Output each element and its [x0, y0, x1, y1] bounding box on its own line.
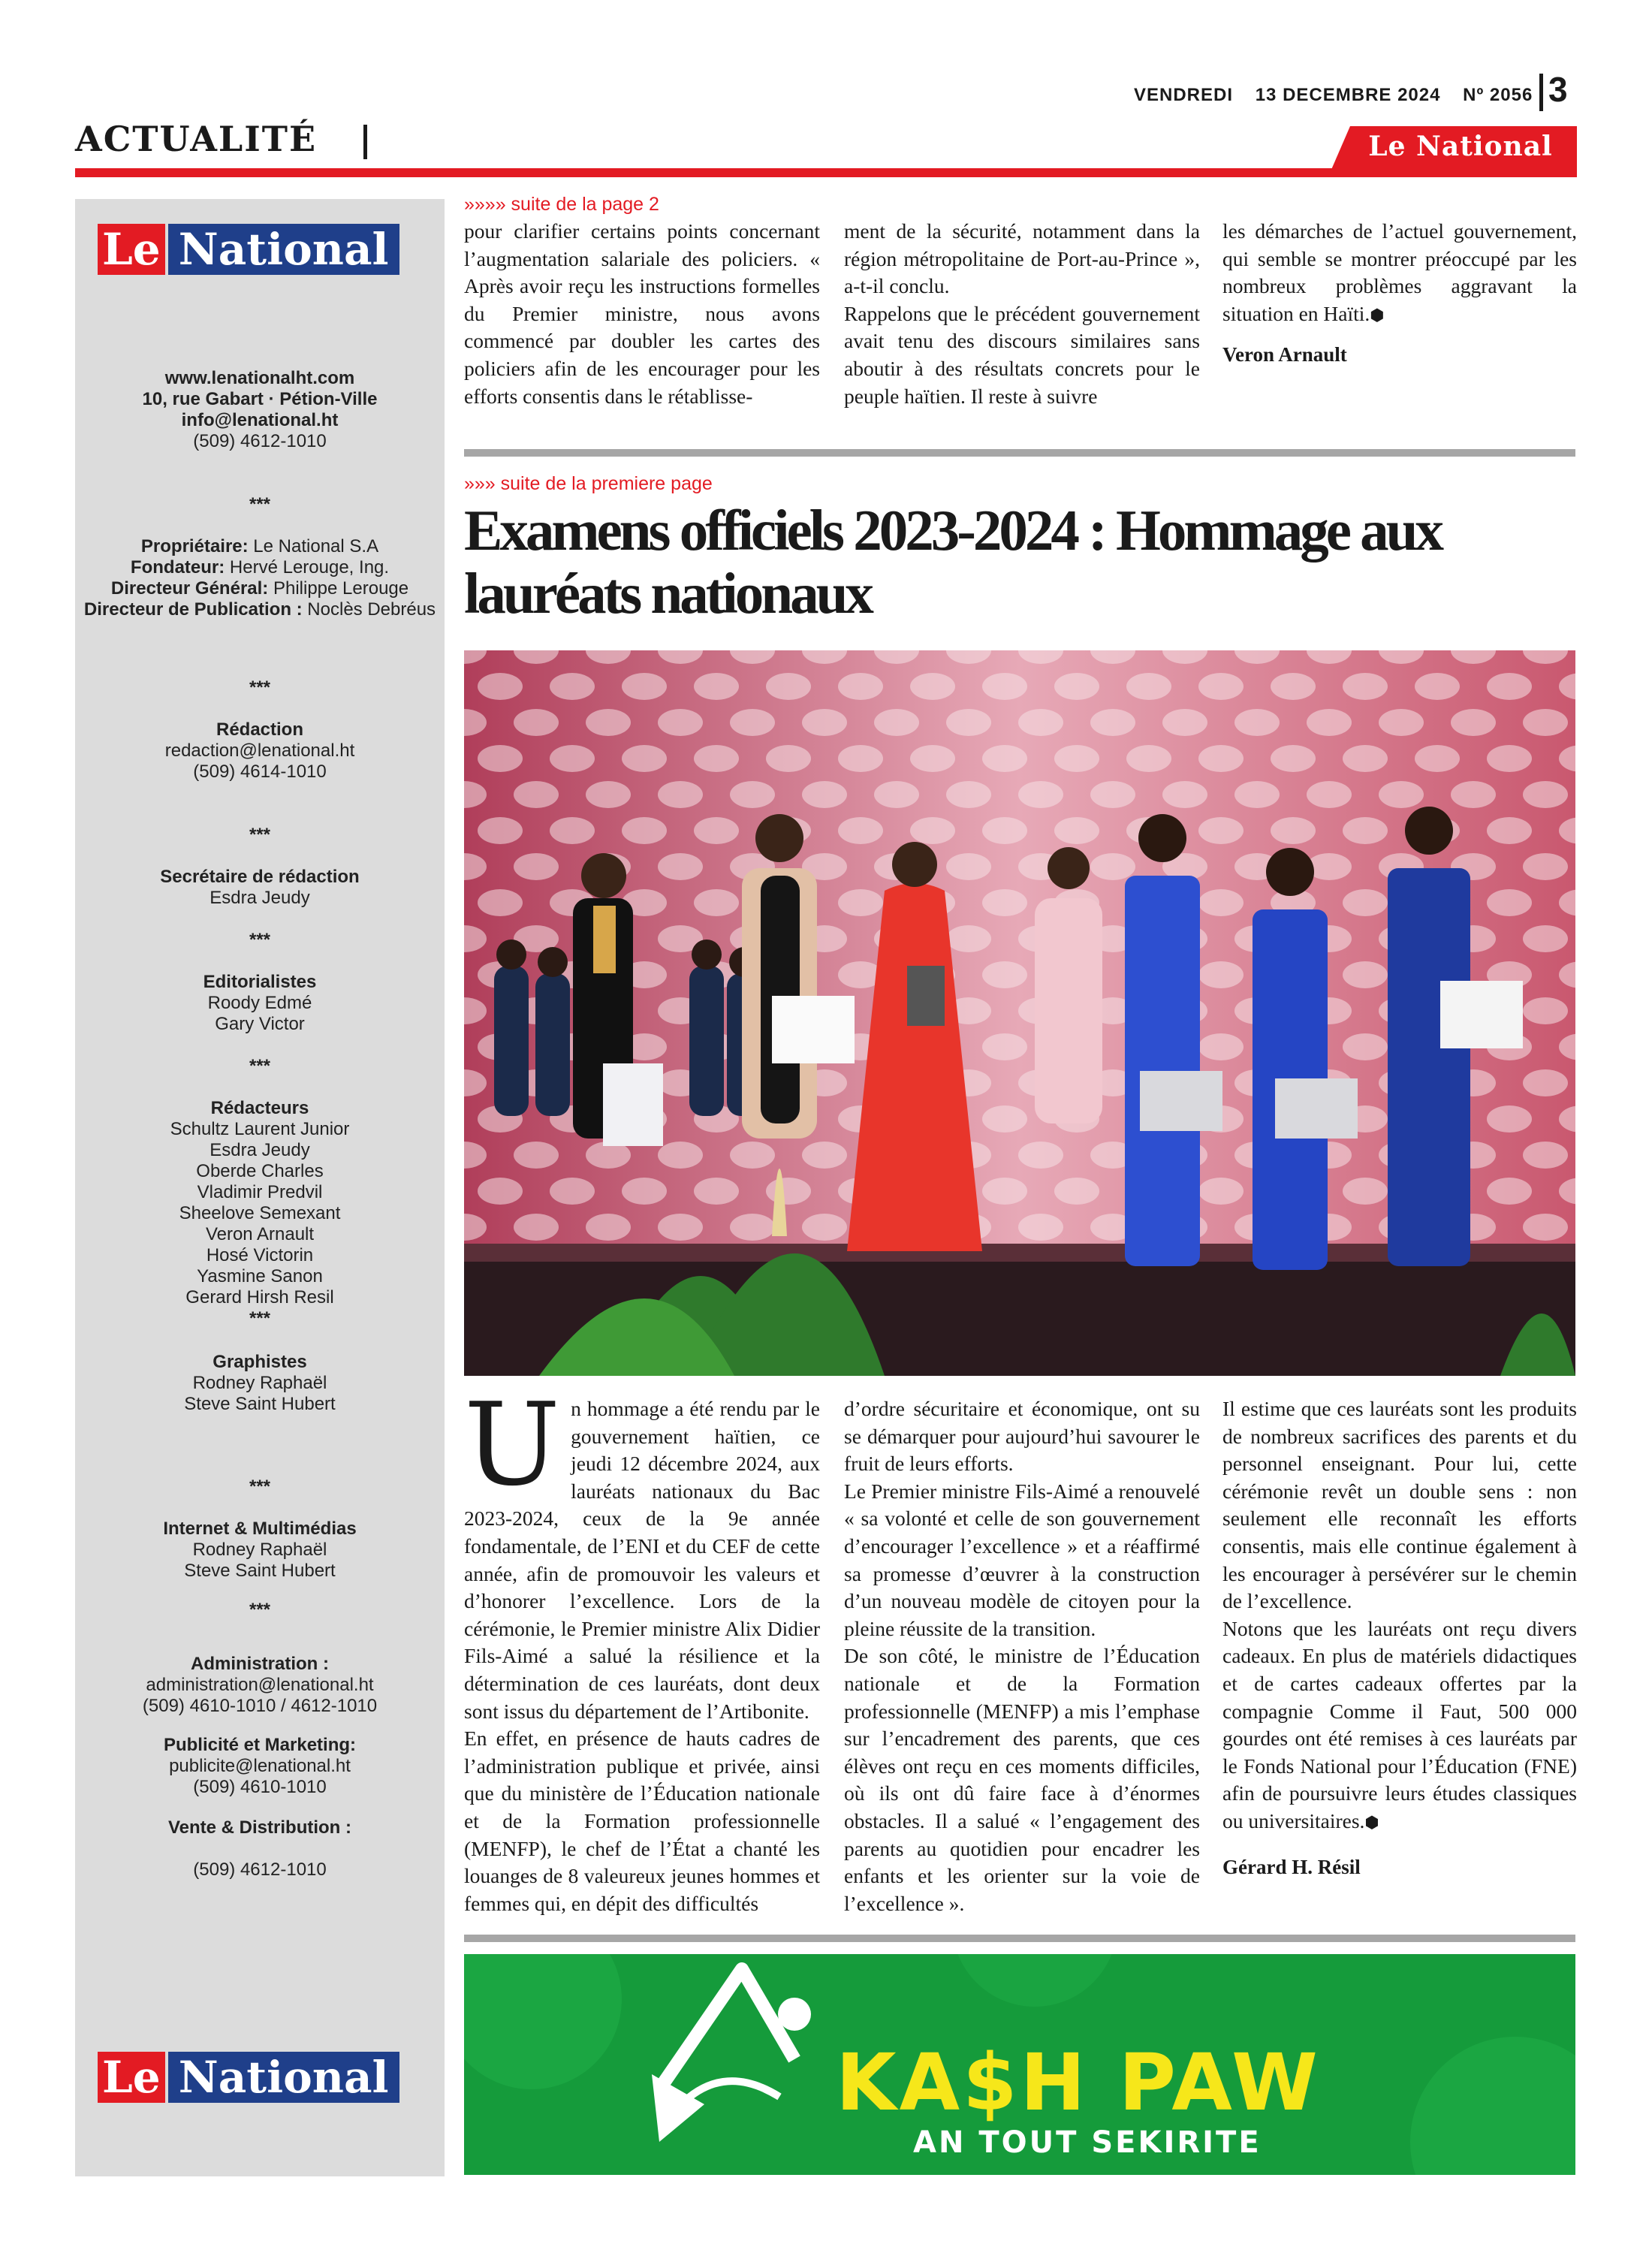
internet-block [75, 1519, 445, 1582]
block-line: Hosé Victorin [206, 1245, 314, 1265]
date-line [1134, 85, 1549, 106]
block-line: redaction@lenational.ht [164, 740, 355, 761]
editorialistes-block [75, 972, 445, 1035]
paragraph: pour clarifier certains points concernant l’augmentation salariale des policiers. « Après avoir reçu les instructions formelles du Premier ministre, nous avons commencé par doubler les cartes des policiers afin de les encourager pour les efforts consentis dans le rétablisse- [464, 219, 820, 408]
block-line: Yasmine Sanon [197, 1266, 323, 1286]
continuation-kicker[interactable]: »»»» suite de la page 2 [464, 194, 659, 215]
author-byline: Veron Arnault [1222, 343, 1347, 366]
staff-label: Propriétaire: [140, 536, 249, 556]
block-title: Rédaction [216, 719, 303, 740]
administration-block [75, 1654, 445, 1717]
staff-value: Noclès Debréus [302, 599, 436, 620]
block-line: Esdra Jeudy [210, 888, 310, 908]
paragraph: Le Premier ministre Fils-Aimé a renouvelé « sa volonté et celle de son gouvernement d’encourager l’excellence » et a réaffirmé sa promesse d’œuvrer à la construction d’un nouveau modèle de citoyen pour la pleine réussite de la transition. [844, 1479, 1200, 1640]
block-title: Administration : [191, 1654, 329, 1674]
paragraph: les démarches de l’actuel gouvernement, qui semble se montrer préoccupé par les nombreux problèmes aggravant la situation en Haïti. [1222, 219, 1577, 325]
end-mark-icon: ⬢ [1364, 1812, 1379, 1832]
block-title: Graphistes [213, 1352, 307, 1372]
logo-le: Le [98, 2052, 165, 2103]
page-number: 3 [1548, 70, 1568, 109]
graphistes-block [75, 1352, 445, 1415]
logo-national: National [168, 2052, 399, 2103]
block-title: Rédacteurs [210, 1098, 309, 1118]
block-line: Veron Arnault [205, 1224, 315, 1244]
contact-block [75, 368, 445, 452]
continuation-kicker[interactable]: »»» suite de la premiere page [464, 473, 713, 494]
section-rule [464, 1935, 1575, 1942]
staff-label: Directeur de Publication : [83, 599, 303, 620]
ad-title: KA$H PAW [836, 2037, 1321, 2128]
block-line: Schultz Laurent Junior [170, 1119, 350, 1139]
paragraph: En effet, en présence de hauts cadres de l’administration publique et privée, ainsi que du ministère de l’Éducation nationale et de la Formation professionnelle (MENFP), le chef de l’État a chanté les louanges de 8 valeureux jeunes hommes et femmes qui, en dépit des difficultés [464, 1727, 820, 1915]
block-title: Editorialistes [203, 972, 317, 992]
address: 10, rue Gabart · Pétion-Ville [142, 389, 378, 409]
staff-label: Directeur Général: [110, 578, 269, 599]
section-divider [363, 125, 367, 159]
staff-value: Hervé Lerouge, Ing. [225, 557, 390, 578]
separator: *** [249, 677, 271, 698]
paragraph: d’ordre sécuritaire et économique, ont su se démarquer pour aujourd’hui savourer le fruit de leurs efforts. [844, 1397, 1200, 1476]
article2-column-3 [1222, 1395, 1577, 1881]
block-line: Rodney Raphaël [192, 1540, 327, 1560]
article1-column-3 [1222, 218, 1577, 369]
le-national-logo [98, 224, 399, 275]
vente-block [75, 1817, 445, 1881]
separator: *** [249, 494, 271, 514]
block-line: Vladimir Predvil [197, 1182, 323, 1202]
article2-column-2 [844, 1395, 1200, 1917]
issue-number: Nº 2056 [1463, 85, 1533, 105]
issue-date: 13 DECEMBRE 2024 [1255, 85, 1441, 105]
ceremony-photo [464, 650, 1575, 1376]
article2-column-1 [464, 1378, 820, 1917]
separator: *** [249, 1476, 271, 1497]
paragraph: Rappelons que le précédent gouvernement avait tenu des discours similaires sans aboutir à des résultats concrets pour le peuple haïtien. Il reste à suivre [844, 301, 1200, 408]
author-byline: Gérard H. Résil [1222, 1855, 1361, 1878]
section-label: ACTUALITÉ [75, 119, 318, 159]
block-line: Oberde Charles [196, 1161, 324, 1181]
logo-le: Le [98, 224, 165, 275]
separator: *** [249, 1600, 271, 1620]
block-line: Esdra Jeudy [210, 1140, 310, 1160]
publicite-block [75, 1735, 445, 1798]
block-line: (509) 4612-1010 [193, 1859, 327, 1880]
section-rule [464, 449, 1575, 457]
kash-paw-advertisement[interactable] [464, 1954, 1575, 2175]
block-line[interactable]: administration@lenational.ht [146, 1675, 374, 1695]
email-link[interactable]: info@lenational.ht [181, 410, 339, 430]
paragraph: Il estime que ces lauréats sont les produits de nombreux sacrifices des parents et du personnel enseignant. Pour lui, cette cérémonie revêt un double sens : non seulement elle reconnaît les efforts consentis, mais elle continue également à les encourager à persévérer sur le chemin de l’excellence. [1222, 1397, 1577, 1613]
end-mark-icon: ⬢ [1370, 305, 1385, 324]
block-line: Gary Victor [215, 1014, 305, 1034]
logo-national: National [168, 224, 399, 275]
issue-day: VENDREDI [1134, 85, 1234, 105]
block-title: Internet & Multimédias [163, 1519, 357, 1539]
secretaire-block [75, 867, 445, 909]
page-number-divider [1539, 74, 1543, 111]
article-headline: Examens officiels 2023-2024 : Hommage aux lauréats nationaux [464, 498, 1441, 626]
redacteurs-block [75, 1098, 445, 1308]
separator: *** [249, 1056, 271, 1076]
block-line: (509) 4614-1010 [193, 762, 327, 782]
brand-tab-label: Le National [1368, 131, 1553, 162]
block-line: (509) 4610-1010 [193, 1777, 327, 1797]
staff-value: Philippe Lerouge [268, 578, 409, 599]
website-link[interactable]: www.lenationalht.com [164, 368, 355, 388]
block-line: Rodney Raphaël [192, 1373, 327, 1393]
redaction-block [75, 719, 445, 783]
block-line: Roody Edmé [207, 993, 312, 1013]
paragraph: ment de la sécurité, notamment dans la région métropolitaine de Port-au-Prince », a-t-il conclu. [844, 219, 1200, 298]
block-line[interactable]: publicite@lenational.ht [169, 1756, 351, 1776]
block-line: Sheelove Semexant [179, 1203, 341, 1223]
block-title: Secrétaire de rédaction [160, 867, 360, 887]
staff-label: Fondateur: [130, 557, 225, 578]
ad-subtitle: AN TOUT SEKIRITE [913, 2125, 1262, 2160]
block-line: Steve Saint Hubert [184, 1561, 336, 1581]
block-line: Gerard Hirsh Resil [185, 1287, 334, 1307]
paragraph: Notons que les lauréats ont reçu divers cadeaux. En plus de matériels didactiques et de cartes cadeaux offertes par la compagnie Comme il Faut, 500 000 gourdes ont été remises à ces lauréats par le Fonds National pour l’Éducation (FNE) afin de poursuivre leurs études classiques ou universitaires. [1222, 1616, 1577, 1832]
block-title: Vente & Distribution : [167, 1817, 351, 1838]
phone: (509) 4612-1010 [193, 431, 327, 451]
article1-column-1 [464, 218, 820, 410]
separator: *** [249, 930, 271, 950]
paragraph: De son côté, le ministre de l’Éducation nationale et de la Formation professionnelle (MENFP) a mis l’emphase sur l’encadrement des parents, que ces élèves ont reçu en ces moments difficiles, où ils ont dû faire face à d’énormes obstacles. Il a salué « l’engagement des parents au quotidien pour encadrer les enfants et les orienter sur la voie de l’excellence ». [844, 1644, 1200, 1915]
block-line: (509) 4610-1010 / 4612-1010 [142, 1696, 378, 1716]
separator: *** [249, 1308, 271, 1329]
le-national-logo [98, 2052, 399, 2103]
staff-value: Le National S.A [248, 536, 379, 556]
block-title: Publicité et Marketing: [163, 1735, 357, 1755]
separator: *** [249, 825, 271, 845]
article1-column-2 [844, 218, 1200, 410]
staff-block [75, 536, 445, 620]
block-line: Steve Saint Hubert [184, 1394, 336, 1414]
header-rule [75, 168, 1577, 177]
paragraph: n hommage a été rendu par le gouvernement haïtien, ce jeudi 12 décembre 2024, aux lauréats nationaux du Bac 2023-2024, ceux de la 9e année fondamentale, de l’ENI et du CEF de cette année, afin de promouvoir les valeurs et d’honorer l’excellence. Lors de la cérémonie, le Premier ministre Alix Didier Fils-Aimé a salué la résilience et la détermination de ces lauréats, dont deux sont issus du département de l’Artibonite. [464, 1397, 820, 1723]
drop-cap: U [464, 1378, 561, 1511]
